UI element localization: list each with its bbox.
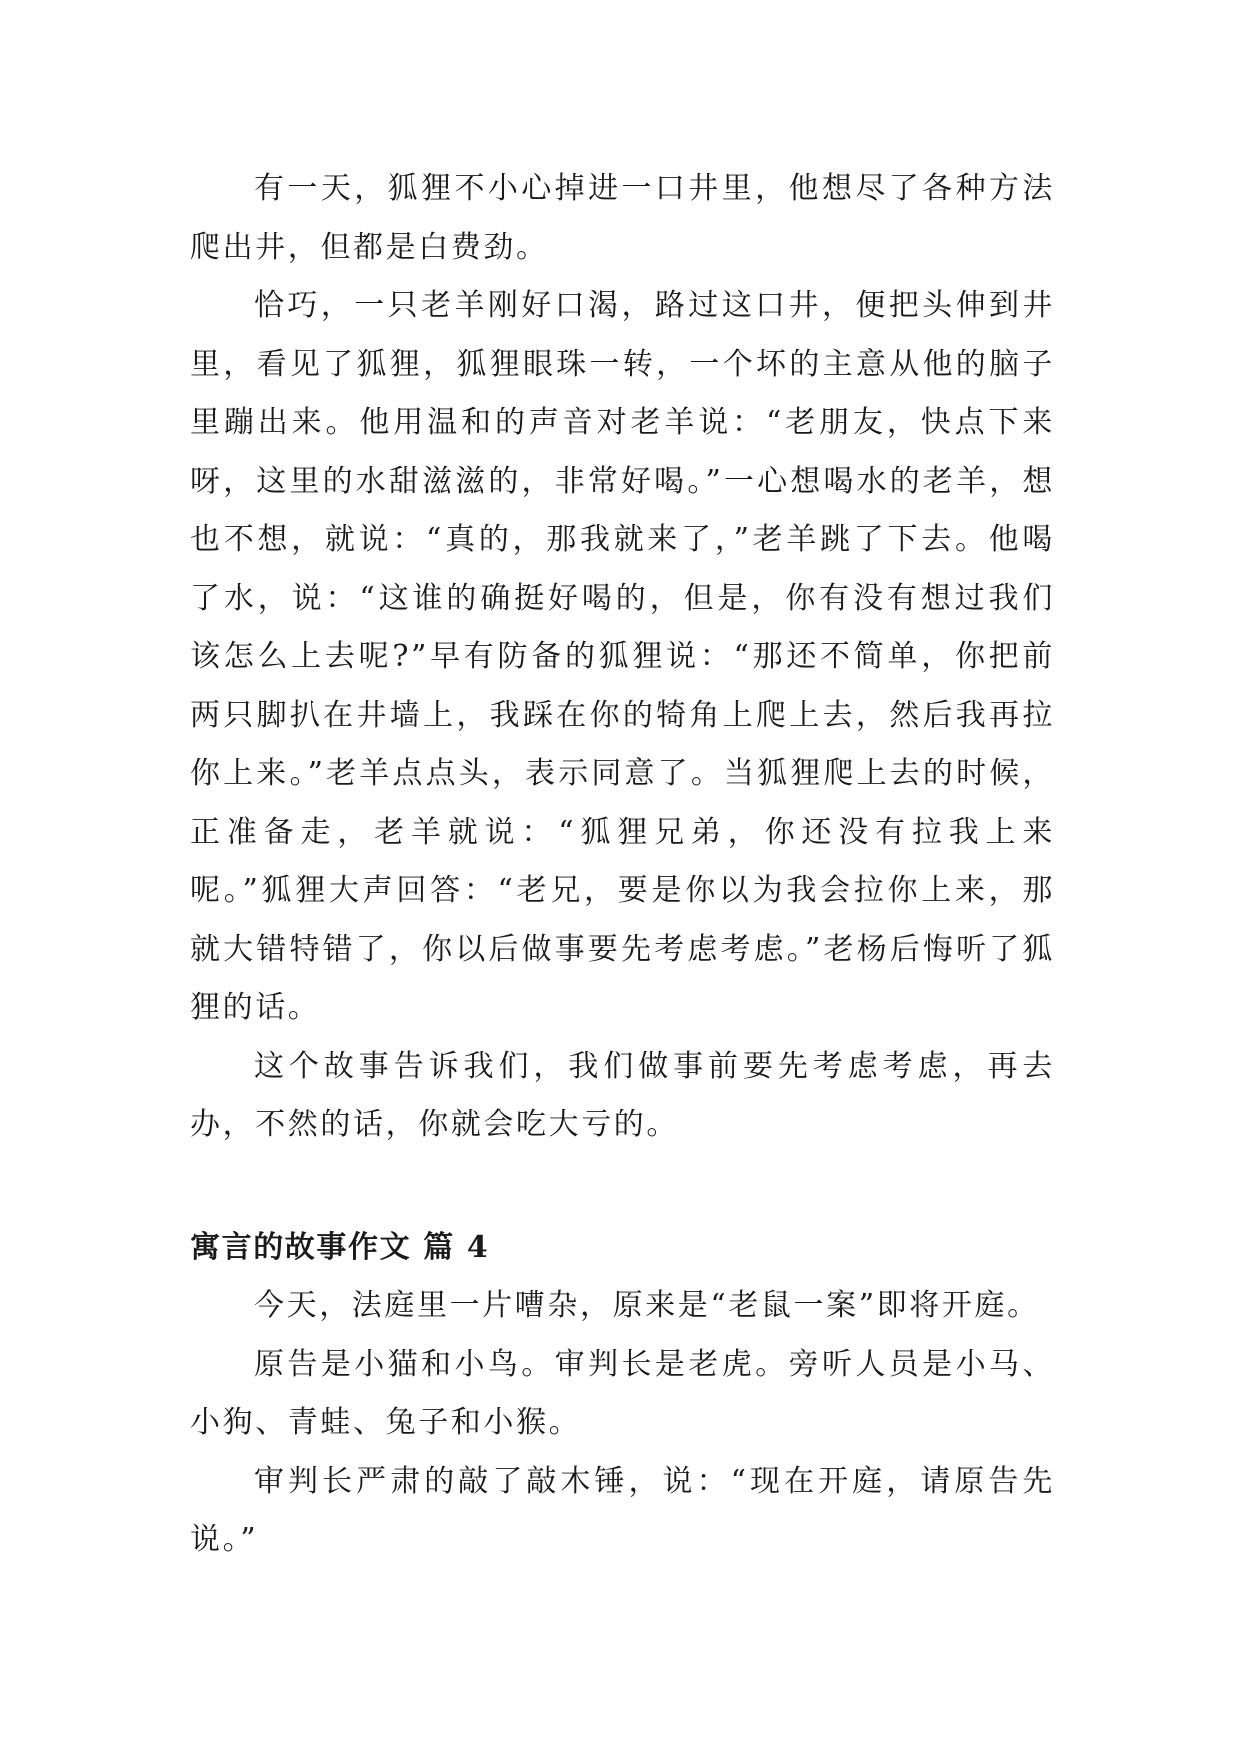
paragraph-plaintiffs: 原告是小猫和小鸟。审判长是老虎。旁听人员是小马、小狗、青蛙、兔子和小猴。 [190,1346,1055,1440]
paragraph-moral: 这个故事告诉我们，我们做事前要先考虑考虑，再去办，不然的话，你就会吃大亏的。 [190,1048,1055,1142]
document-body [190,160,1055,1570]
paragraph-judge-speaks: 审判长严肃的敲了敲木锤，说：“现在开庭，请原告先说。” [190,1463,1055,1557]
paragraph-fox-tricks-goat: 恰巧，一只老羊刚好口渴，路过这口井，便把头伸到井里，看见了狐狸，狐狸眼珠一转，一个坏的主意从他的脑子里蹦出来。他用温和的声音对老羊说：“老朋友，快点下来呀，这里的水甜滋滋的，非常好喝。”一心想喝水的老羊，想也不想，就说：“真的，那我就来了，”老羊跳了下去。他喝了水，说：“这谁的确挺好喝的，但是，你有没有想过我们该怎么上去呢?”早有防备的狐狸说：“那还不简单，你把前两只脚扒在井墙上，我踩在你的犄角上爬上去，然后我再拉你上来。”老羊点点头，表示同意了。当狐狸爬上去的时候，正准备走，老羊就说：“狐狸兄弟，你还没有拉我上来呢。”狐狸大声回答：“老兄，要是你以为我会拉你上来，那就大错特错了，你以后做事要先考虑考虑。”老杨后悔听了狐狸的话。 [190,288,1055,1025]
paragraph-fox-falls-in-well: 有一天，狐狸不小心掉进一口井里，他想尽了各种方法爬出井，但都是白费劲。 [190,171,1055,265]
section-spacer [190,1155,1055,1219]
paragraph-court-opens: 今天，法庭里一片嘈杂，原来是“老鼠一案”即将开庭。 [254,1288,1040,1323]
section-heading: 寓言的故事作文 篇 4 [190,1229,490,1265]
